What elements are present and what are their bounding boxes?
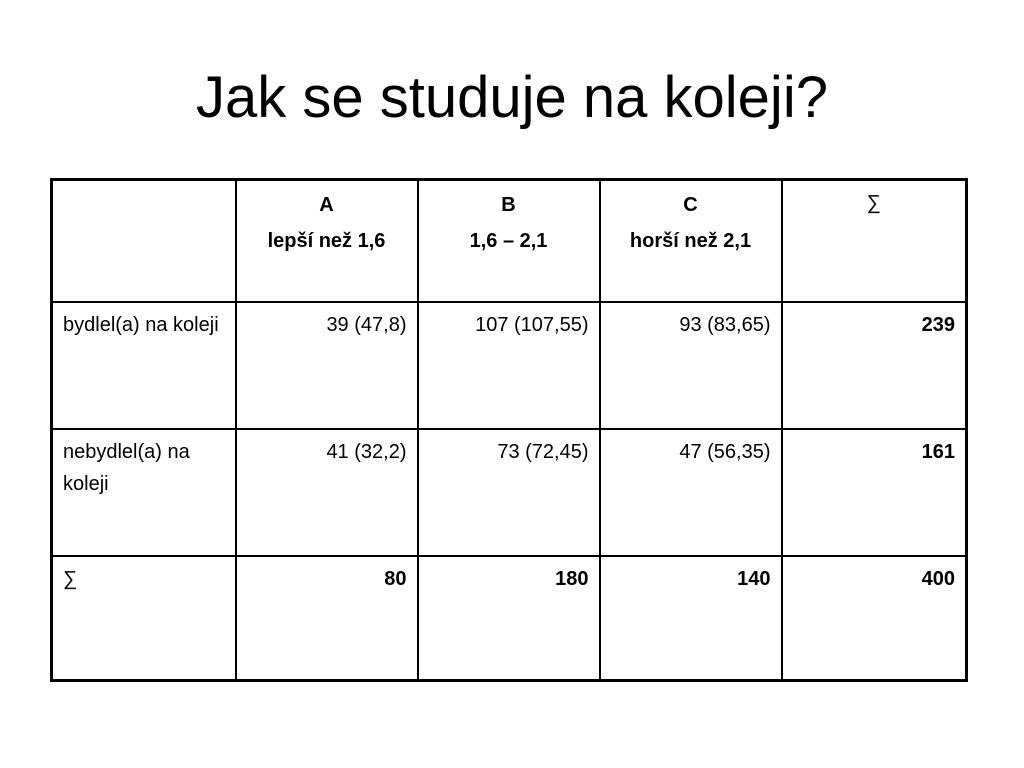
table-cell: 107 (107,55) (418, 302, 600, 429)
column-total: 80 (236, 556, 418, 681)
table-cell: 47 (56,35) (600, 429, 782, 556)
table-header-row (52, 180, 967, 302)
table-cell: 41 (32,2) (236, 429, 418, 556)
column-header-a (236, 180, 418, 302)
column-total: 140 (600, 556, 782, 681)
row-label: bydlel(a) na koleji (52, 302, 236, 429)
sum-column-header: ∑ (782, 180, 967, 302)
column-header-b (418, 180, 600, 302)
column-header-a-letter: A (319, 194, 334, 216)
table-row (52, 302, 967, 429)
corner-cell (52, 180, 236, 302)
table-cell: 93 (83,65) (600, 302, 782, 429)
table-cell: 73 (72,45) (418, 429, 600, 556)
sum-row (52, 556, 967, 681)
row-label: nebydlel(a) na koleji (52, 429, 236, 556)
row-total: 161 (782, 429, 967, 556)
slide-title: Jak se studuje na koleji? (196, 65, 828, 130)
grand-total: 400 (782, 556, 967, 681)
column-total: 180 (418, 556, 600, 681)
column-header-c-letter: C (683, 194, 698, 216)
table-cell: 39 (47,8) (236, 302, 418, 429)
column-header-c (600, 180, 782, 302)
column-header-b-range: 1,6 – 2,1 (469, 230, 548, 252)
column-header-a-range: lepší než 1,6 (267, 230, 386, 252)
column-header-c-range: horší než 2,1 (629, 230, 752, 252)
sum-row-label: ∑ (52, 556, 236, 681)
row-total: 239 (782, 302, 967, 429)
column-header-b-letter: B (501, 194, 516, 216)
table-row (52, 429, 967, 556)
contingency-table (50, 178, 968, 682)
